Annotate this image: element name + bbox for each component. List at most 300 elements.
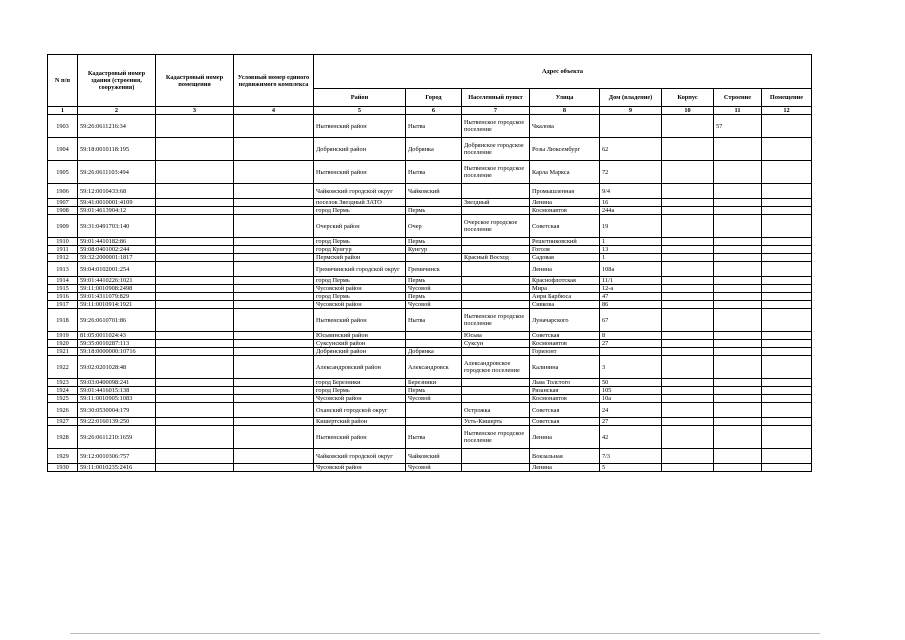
header-address: Адрес объекта [314,55,812,89]
korpus-cell [662,262,714,277]
building-cell [714,403,762,418]
table-row [48,115,812,138]
korpus-cell [662,215,714,238]
korpus-cell [662,356,714,379]
conditional-number [234,301,314,309]
cadastral-room [156,301,234,309]
building-cell: 57 [714,115,762,138]
header-n: N п/п [48,55,78,107]
district-cell: Чусовской район [314,464,406,472]
header-korpus: Корпус [662,89,714,107]
locality-cell: Юсьва [462,332,530,340]
locality-cell [462,301,530,309]
conditional-number [234,395,314,403]
city-cell: Добрянка [406,138,462,161]
conditional-number [234,262,314,277]
district-cell: Чайковский городской округ [314,184,406,199]
cadastral-room [156,309,234,332]
table-row [48,332,812,340]
city-cell: Кунгур [406,246,462,254]
city-cell: Пермь [406,207,462,215]
cadastral-room [156,115,234,138]
house-cell: 7/3 [600,449,662,464]
house-cell: 13 [600,246,662,254]
cadastral-room [156,184,234,199]
street-cell: Луначарского [530,309,600,332]
cadastral-number: 59:04:0102001:254 [78,262,156,277]
building-cell [714,238,762,246]
korpus-cell [662,285,714,293]
row-number: 1913 [48,262,78,277]
street-cell: Ленина [530,426,600,449]
row-number: 1906 [48,184,78,199]
building-cell [714,293,762,301]
house-cell: 10а [600,395,662,403]
building-cell [714,161,762,184]
korpus-cell [662,309,714,332]
city-cell [406,332,462,340]
conditional-number [234,464,314,472]
row-number: 1925 [48,395,78,403]
cadastral-room [156,332,234,340]
house-cell: 24 [600,403,662,418]
house-cell: 86 [600,301,662,309]
cadastral-room [156,262,234,277]
header-cadastral-building: Кадастровый номер здания (строения, сооружения) [78,55,156,107]
table-row [48,449,812,464]
column-number: 7 [462,107,530,115]
house-cell: 72 [600,161,662,184]
district-cell: Чусовской район [314,301,406,309]
city-cell: Александровск [406,356,462,379]
cadastral-number: 59:01:4410182:86 [78,238,156,246]
street-cell: Анри Барбюса [530,293,600,301]
header-conditional-number: Условный номер единого недвижимого комплекса [234,55,314,107]
room-cell [762,215,812,238]
house-cell [600,115,662,138]
conditional-number [234,418,314,426]
building-cell [714,246,762,254]
cadastral-room [156,254,234,262]
cadastral-number: 59:35:0010287:113 [78,340,156,348]
row-number: 1920 [48,340,78,348]
column-number: 9 [600,107,662,115]
building-cell [714,207,762,215]
cadastral-number: 59:01:4410226:1021 [78,277,156,285]
building-cell [714,426,762,449]
street-cell: Космонавтов [530,207,600,215]
house-cell: 16 [600,199,662,207]
table-row [48,184,812,199]
city-cell: Пермь [406,387,462,395]
header-building: Строение [714,89,762,107]
building-cell [714,332,762,340]
room-cell [762,309,812,332]
street-cell: Советская [530,418,600,426]
room-cell [762,277,812,285]
room-cell [762,387,812,395]
building-cell [714,348,762,356]
cadastral-room [156,403,234,418]
street-cell: Мира [530,285,600,293]
house-cell: 42 [600,426,662,449]
korpus-cell [662,387,714,395]
street-cell: Садовая [530,254,600,262]
header-locality: Населенный пункт [462,89,530,107]
conditional-number [234,246,314,254]
locality-cell: Нытвенское городское поселение [462,426,530,449]
cadastral-number: 59:01:4613904:12 [78,207,156,215]
korpus-cell [662,138,714,161]
table-row [48,418,812,426]
conditional-number [234,254,314,262]
cadastral-number: 59:31:0491703:140 [78,215,156,238]
cadastral-room [156,348,234,356]
table-row [48,199,812,207]
table-row [48,277,812,285]
building-cell [714,262,762,277]
row-number: 1903 [48,115,78,138]
city-cell [406,199,462,207]
korpus-cell [662,238,714,246]
cadastral-number: 59:01:4416015:138 [78,387,156,395]
room-cell [762,115,812,138]
row-number: 1921 [48,348,78,356]
street-cell: Вокзальная [530,449,600,464]
building-cell [714,277,762,285]
room-cell [762,395,812,403]
house-cell: 108а [600,262,662,277]
korpus-cell [662,395,714,403]
table-row [48,238,812,246]
column-number: 6 [406,107,462,115]
district-cell: Чусовской район [314,395,406,403]
table-row [48,379,812,387]
korpus-cell [662,246,714,254]
room-cell [762,184,812,199]
korpus-cell [662,184,714,199]
cadastral-number: 59:26:0611216:34 [78,115,156,138]
column-number: 4 [234,107,314,115]
conditional-number [234,332,314,340]
district-cell: город Пермь [314,238,406,246]
street-cell: Ленина [530,464,600,472]
conditional-number [234,403,314,418]
city-cell: Добрянка [406,348,462,356]
city-cell: Чайковский [406,184,462,199]
cadastral-number: 59:18:0010118:195 [78,138,156,161]
district-cell: город Пермь [314,207,406,215]
street-cell: Советская [530,215,600,238]
house-cell: 8 [600,332,662,340]
cadastral-room [156,464,234,472]
locality-cell: Суксун [462,340,530,348]
table-row [48,356,812,379]
table-row [48,161,812,184]
locality-cell [462,449,530,464]
table-row [48,426,812,449]
room-cell [762,301,812,309]
cadastral-number: 59:11:0010914:1921 [78,301,156,309]
street-cell: Чкалова [530,115,600,138]
conditional-number [234,161,314,184]
room-cell [762,356,812,379]
room-cell [762,293,812,301]
locality-cell: Звездный [462,199,530,207]
cadastral-number: 59:12:0010306:757 [78,449,156,464]
building-cell [714,254,762,262]
row-number: 1910 [48,238,78,246]
table-row [48,387,812,395]
cadastral-room [156,340,234,348]
cadastral-number: 81:05:0011024:43 [78,332,156,340]
conditional-number [234,115,314,138]
korpus-cell [662,161,714,184]
cadastral-room [156,387,234,395]
district-cell: Пермский район [314,254,406,262]
cadastral-room [156,293,234,301]
table-row [48,293,812,301]
locality-cell [462,262,530,277]
table-row [48,301,812,309]
conditional-number [234,449,314,464]
locality-cell [462,464,530,472]
locality-cell: Добрянское городское поселение [462,138,530,161]
room-cell [762,285,812,293]
building-cell [714,301,762,309]
cadastral-room [156,426,234,449]
street-cell: Советская [530,332,600,340]
korpus-cell [662,449,714,464]
locality-cell [462,246,530,254]
cadastral-number: 59:11:0010235:2416 [78,464,156,472]
street-cell: Ленина [530,199,600,207]
cadastral-number: 59:18:0000000:10716 [78,348,156,356]
cadastral-room [156,418,234,426]
table-row [48,254,812,262]
room-cell [762,426,812,449]
table-body [48,115,812,472]
house-cell [600,348,662,356]
row-number: 1928 [48,426,78,449]
district-cell: Суксунский район [314,340,406,348]
cadastral-room [156,246,234,254]
row-number: 1922 [48,356,78,379]
house-cell: 27 [600,340,662,348]
cadastral-room [156,285,234,293]
building-cell [714,285,762,293]
cadastral-number: 59:02:0201028:48 [78,356,156,379]
district-cell: город Кунгур [314,246,406,254]
korpus-cell [662,464,714,472]
registry-table [47,54,812,472]
table-row [48,138,812,161]
room-cell [762,464,812,472]
cadastral-number: 59:30:0530004:179 [78,403,156,418]
row-number: 1919 [48,332,78,340]
header-house: Дом (владение) [600,89,662,107]
house-cell: 62 [600,138,662,161]
city-cell: Пермь [406,293,462,301]
street-cell: Гоголя [530,246,600,254]
table-row [48,285,812,293]
street-cell: Решетниковский [530,238,600,246]
conditional-number [234,238,314,246]
korpus-cell [662,199,714,207]
room-cell [762,449,812,464]
locality-cell [462,238,530,246]
house-cell: 12-а [600,285,662,293]
row-number: 1916 [48,293,78,301]
column-number: 2 [78,107,156,115]
city-cell: Чусовой [406,395,462,403]
locality-cell: Усть-Кишерть [462,418,530,426]
locality-cell: Красный Восход [462,254,530,262]
district-cell: Чайковский городской округ [314,449,406,464]
building-cell [714,340,762,348]
cadastral-number: 59:11:0010905:1083 [78,395,156,403]
table-row [48,464,812,472]
header-district: Район [314,89,406,107]
table-row [48,246,812,254]
city-cell [406,403,462,418]
street-cell: Калинина [530,356,600,379]
district-cell: Нытвенский район [314,309,406,332]
column-number-row [48,107,812,115]
cadastral-number: 59:22:0160139:250 [78,418,156,426]
city-cell: Нытва [406,426,462,449]
city-cell: Чусовой [406,285,462,293]
room-cell [762,332,812,340]
city-cell: Нытва [406,161,462,184]
district-cell: город Пермь [314,387,406,395]
city-cell: Чусовой [406,301,462,309]
building-cell [714,184,762,199]
conditional-number [234,215,314,238]
column-number: 3 [156,107,234,115]
room-cell [762,262,812,277]
conditional-number [234,184,314,199]
room-cell [762,207,812,215]
conditional-number [234,199,314,207]
locality-cell [462,277,530,285]
header-city: Город [406,89,462,107]
house-cell: 67 [600,309,662,332]
conditional-number [234,340,314,348]
conditional-number [234,379,314,387]
conditional-number [234,387,314,395]
district-cell: Нытвенский район [314,161,406,184]
locality-cell [462,184,530,199]
house-cell: 1 [600,238,662,246]
row-number: 1926 [48,403,78,418]
column-number: 8 [530,107,600,115]
street-cell: Горизонт [530,348,600,356]
korpus-cell [662,115,714,138]
room-cell [762,254,812,262]
conditional-number [234,138,314,161]
building-cell [714,449,762,464]
street-cell: Советская [530,403,600,418]
table-row [48,403,812,418]
korpus-cell [662,379,714,387]
district-cell: Чусовской район [314,285,406,293]
locality-cell: Александровское городское поселение [462,356,530,379]
cadastral-room [156,277,234,285]
cadastral-number: 59:32:2000001:1817 [78,254,156,262]
row-number: 1924 [48,387,78,395]
house-cell: 11/1 [600,277,662,285]
street-cell: Сивкова [530,301,600,309]
cadastral-number: 59:03:0400098:241 [78,379,156,387]
row-number: 1914 [48,277,78,285]
district-cell: Кишертский район [314,418,406,426]
locality-cell: Нытвенское городское поселение [462,309,530,332]
street-cell: Льва Толстого [530,379,600,387]
city-cell: Пермь [406,238,462,246]
conditional-number [234,356,314,379]
district-cell: Гремячинский городской округ [314,262,406,277]
building-cell [714,464,762,472]
locality-cell [462,207,530,215]
building-cell [714,199,762,207]
district-cell: город Березники [314,379,406,387]
cadastral-room [156,207,234,215]
cadastral-number: 59:01:4311079:829 [78,293,156,301]
locality-cell [462,348,530,356]
cadastral-number: 59:26:0611210:1659 [78,426,156,449]
street-cell: Промышленная [530,184,600,199]
house-cell: 9/4 [600,184,662,199]
korpus-cell [662,254,714,262]
cadastral-number: 59:26:0610701:86 [78,309,156,332]
building-cell [714,379,762,387]
row-number: 1927 [48,418,78,426]
house-cell: 1 [600,254,662,262]
district-cell: Александровский район [314,356,406,379]
district-cell: Добрянский район [314,138,406,161]
column-number: 12 [762,107,812,115]
room-cell [762,138,812,161]
table-row [48,340,812,348]
city-cell: Нытва [406,309,462,332]
cadastral-room [156,161,234,184]
cadastral-number: 59:41:0010001:4109 [78,199,156,207]
room-cell [762,418,812,426]
street-cell: Ленина [530,262,600,277]
house-cell: 105 [600,387,662,395]
cadastral-number: 59:08:0401002:244 [78,246,156,254]
table-row [48,215,812,238]
city-cell: Пермь [406,277,462,285]
street-cell: Космонавтов [530,395,600,403]
city-cell [406,340,462,348]
house-cell: 19 [600,215,662,238]
room-cell [762,403,812,418]
row-number: 1912 [48,254,78,262]
table-row [48,348,812,356]
district-cell: Юсьвинский район [314,332,406,340]
house-cell: 27 [600,418,662,426]
table-row [48,395,812,403]
building-cell [714,387,762,395]
building-cell [714,418,762,426]
room-cell [762,348,812,356]
building-cell [714,215,762,238]
street-cell: Космонавтов [530,340,600,348]
korpus-cell [662,301,714,309]
korpus-cell [662,418,714,426]
